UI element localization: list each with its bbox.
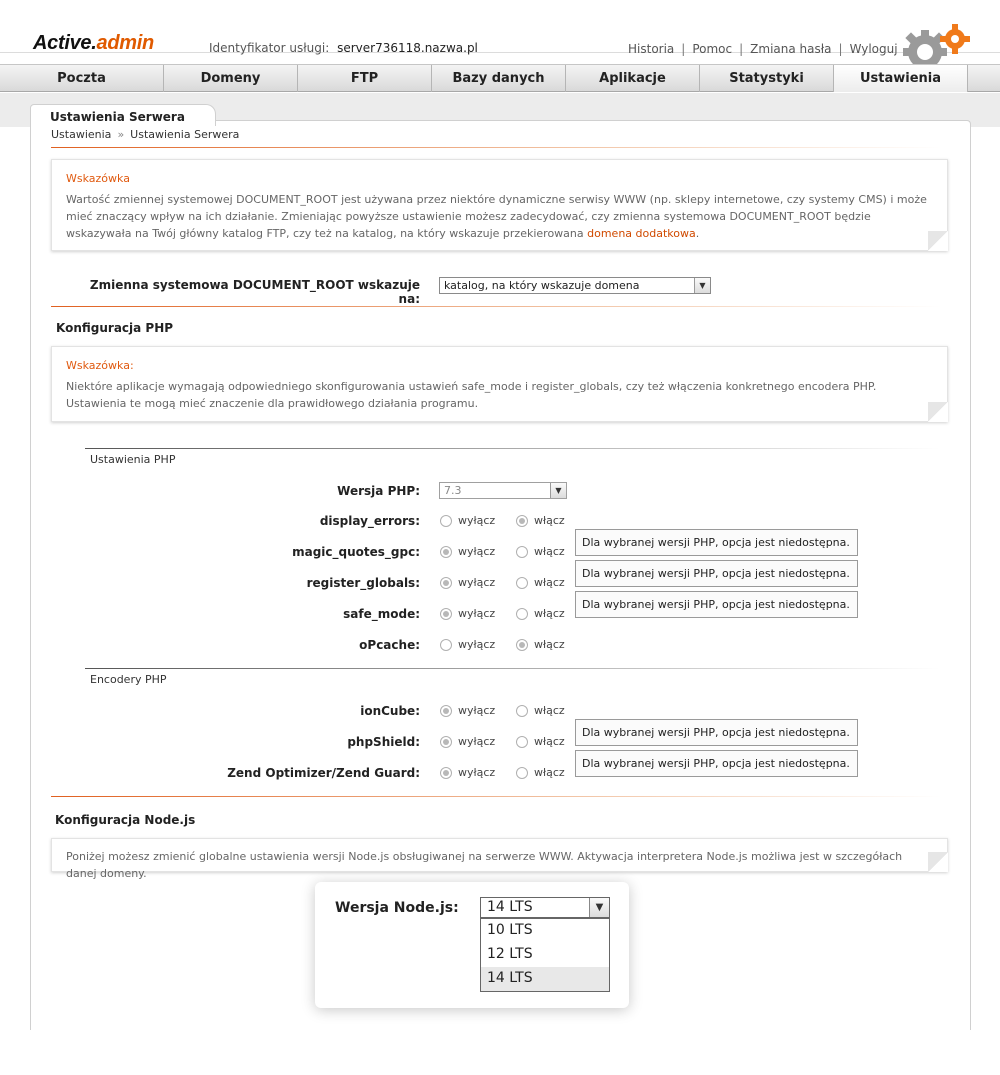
radio-circle bbox=[516, 705, 528, 717]
php-version-select[interactable] bbox=[439, 482, 567, 499]
main-nav bbox=[0, 64, 1000, 92]
radio-circle bbox=[440, 705, 452, 717]
unavailable-note-zend: Dla wybranej wersji PHP, opcja jest niedostępna. bbox=[575, 750, 858, 777]
radio-phpshield-off[interactable]: wyłącz bbox=[440, 735, 495, 748]
logo-part1: Active. bbox=[33, 32, 97, 54]
encoders-title: Encodery PHP bbox=[90, 673, 167, 686]
tab-bazy-danych[interactable]: Bazy danych bbox=[432, 65, 566, 92]
divider bbox=[51, 147, 941, 148]
unavailable-note-magic-quotes: Dla wybranej wersji PHP, opcja jest niedostępna. bbox=[575, 529, 858, 556]
hint-box-php bbox=[51, 346, 948, 422]
radio-circle bbox=[516, 608, 528, 620]
tab-ustawienia[interactable]: Ustawienia bbox=[834, 65, 968, 92]
divider bbox=[51, 796, 941, 797]
encoder-label-ioncube: ionCube: bbox=[360, 704, 420, 718]
option-label-register-globals: register_globals: bbox=[306, 576, 420, 590]
node-option-10[interactable]: 10 LTS bbox=[487, 922, 533, 938]
radio-circle bbox=[440, 546, 452, 558]
hint-text: Niektóre aplikacje wymagają odpowiedniego skonfigurowania ustawień safe_mode i register_globals, czy też włączenia konkretnego encodera PHP. Ustawienia te mogą mieć znaczenie dla prawidłowego działania programu. bbox=[66, 380, 877, 410]
node-option-14[interactable]: 14 LTS bbox=[481, 967, 609, 991]
top-bar bbox=[0, 0, 1000, 64]
tab-statystyki[interactable]: Statystyki bbox=[700, 65, 834, 92]
radio-ioncube-off[interactable]: wyłącz bbox=[440, 704, 495, 717]
radio-magic-quotes-off[interactable]: wyłącz bbox=[440, 545, 495, 558]
unavailable-note-register-globals: Dla wybranej wersji PHP, opcja jest niedostępna. bbox=[575, 560, 858, 587]
node-version-popup bbox=[315, 882, 629, 1008]
radio-phpshield-on[interactable]: włącz bbox=[516, 735, 565, 748]
docroot-select-value: katalog, na który wskazuje domena bbox=[444, 279, 640, 292]
additional-domain-link[interactable]: domena dodatkowa bbox=[587, 227, 696, 240]
radio-magic-quotes-on[interactable]: włącz bbox=[516, 545, 565, 558]
radio-register-globals-off[interactable]: wyłącz bbox=[440, 576, 495, 589]
service-id-value: server736118.nazwa.pl bbox=[337, 41, 478, 55]
node-version-options bbox=[480, 918, 610, 992]
hint-text: Poniżej możesz zmienić globalne ustawienia wersji Node.js obsługiwanej na serwerze WWW. Aktywacja interpretera Node.js możliwa jest w szczegółach danej domeny. bbox=[66, 850, 903, 880]
chevron-down-icon: ▼ bbox=[550, 483, 566, 498]
option-label-safe-mode: safe_mode: bbox=[343, 607, 420, 621]
radio-opcache-on[interactable]: włącz bbox=[516, 638, 565, 651]
tab-ftp[interactable]: FTP bbox=[298, 65, 432, 92]
radio-display-errors-off[interactable]: wyłącz bbox=[440, 514, 495, 527]
breadcrumb-settings[interactable]: Ustawienia bbox=[51, 128, 112, 141]
chevron-down-icon: ▼ bbox=[589, 898, 609, 917]
docroot-label: Zmienna systemowa DOCUMENT_ROOT wskazuje na: bbox=[89, 278, 420, 306]
node-version-value: 14 LTS bbox=[487, 899, 533, 915]
radio-safe-mode-off[interactable]: wyłącz bbox=[440, 607, 495, 620]
change-password-link[interactable]: Zmiana hasła bbox=[750, 42, 832, 56]
radio-circle bbox=[440, 515, 452, 527]
radio-zend-off[interactable]: wyłącz bbox=[440, 766, 495, 779]
radio-circle bbox=[440, 639, 452, 651]
php-section-title: Konfiguracja PHP bbox=[56, 321, 174, 335]
page-fold bbox=[928, 231, 948, 251]
gear-icon bbox=[895, 22, 975, 66]
node-version-select[interactable] bbox=[480, 897, 610, 918]
hint-title: Wskazówka bbox=[66, 172, 130, 185]
option-label-magic-quotes: magic_quotes_gpc: bbox=[292, 545, 420, 559]
divider bbox=[85, 448, 940, 449]
radio-circle bbox=[440, 736, 452, 748]
docroot-select[interactable] bbox=[439, 277, 711, 294]
service-id bbox=[209, 41, 478, 55]
radio-circle bbox=[516, 639, 528, 651]
radio-circle bbox=[516, 515, 528, 527]
hint-text: Wartość zmiennej systemowej DOCUMENT_ROOT jest używana przez niektóre dynamiczne serwisy WWW (np. sklepy internetowe, czy systemy CMS) i może mieć znaczący wpływ na ich działanie. Zmieniając powyższe ustawienie możesz zadecydować, czy zmienna systemowa DOCUMENT_ROOT będzie wskazywała na Twój główny katalog FTP, czy też na katalog, na który wskazuje przekierowana domena dodatkowa. bbox=[66, 193, 927, 240]
radio-circle bbox=[440, 767, 452, 779]
history-link[interactable]: Historia bbox=[628, 42, 675, 56]
hint-box-node bbox=[51, 838, 948, 880]
page-fold bbox=[928, 402, 948, 422]
option-label-display-errors: display_errors: bbox=[319, 514, 420, 528]
unavailable-note-safe-mode: Dla wybranej wersji PHP, opcja jest niedostępna. bbox=[575, 591, 858, 618]
panel-tab-title: Ustawienia Serwera bbox=[30, 104, 216, 126]
help-link[interactable]: Pomoc bbox=[692, 42, 733, 56]
radio-display-errors-on[interactable]: włącz bbox=[516, 514, 565, 527]
radio-safe-mode-on[interactable]: włącz bbox=[516, 607, 565, 620]
encoder-label-zend: Zend Optimizer/Zend Guard: bbox=[227, 766, 420, 780]
radio-register-globals-on[interactable]: włącz bbox=[516, 576, 565, 589]
breadcrumb-separator: » bbox=[117, 128, 125, 141]
page-fold bbox=[928, 852, 948, 872]
tab-domeny[interactable]: Domeny bbox=[164, 65, 298, 92]
divider bbox=[51, 306, 941, 307]
unavailable-note-phpshield: Dla wybranej wersji PHP, opcja jest niedostępna. bbox=[575, 719, 858, 746]
service-id-label: Identyfikator usługi: bbox=[209, 41, 330, 55]
option-label-opcache: oPcache: bbox=[359, 638, 420, 652]
logo[interactable] bbox=[33, 32, 154, 55]
hint-title: Wskazówka: bbox=[66, 359, 134, 372]
radio-opcache-off[interactable]: wyłącz bbox=[440, 638, 495, 651]
hint-box-docroot bbox=[51, 159, 948, 251]
radio-circle bbox=[440, 577, 452, 589]
radio-circle bbox=[440, 608, 452, 620]
node-section-title: Konfiguracja Node.js bbox=[55, 813, 196, 827]
logo-part2: admin bbox=[96, 32, 154, 54]
node-version-label: Wersja Node.js: bbox=[335, 900, 459, 916]
chevron-down-icon: ▼ bbox=[694, 278, 710, 293]
php-version-value: 7.3 bbox=[444, 484, 462, 497]
radio-zend-on[interactable]: włącz bbox=[516, 766, 565, 779]
radio-circle bbox=[516, 767, 528, 779]
encoder-label-phpshield: phpShield: bbox=[347, 735, 420, 749]
breadcrumb-server-settings: Ustawienia Serwera bbox=[130, 128, 240, 141]
radio-circle bbox=[516, 546, 528, 558]
divider bbox=[85, 668, 940, 669]
radio-ioncube-on[interactable]: włącz bbox=[516, 704, 565, 717]
breadcrumb bbox=[51, 128, 239, 141]
top-links: Historia | Pomoc | Zmiana hasła | Wyloguj bbox=[628, 42, 898, 56]
logout-link[interactable]: Wyloguj bbox=[849, 42, 898, 56]
radio-circle bbox=[516, 736, 528, 748]
tab-poczta[interactable]: Poczta bbox=[0, 65, 164, 92]
php-settings-title: Ustawienia PHP bbox=[90, 453, 176, 466]
php-version-label: Wersja PHP: bbox=[337, 484, 420, 498]
node-option-12[interactable]: 12 LTS bbox=[487, 946, 533, 962]
radio-circle bbox=[516, 577, 528, 589]
tab-aplikacje[interactable]: Aplikacje bbox=[566, 65, 700, 92]
